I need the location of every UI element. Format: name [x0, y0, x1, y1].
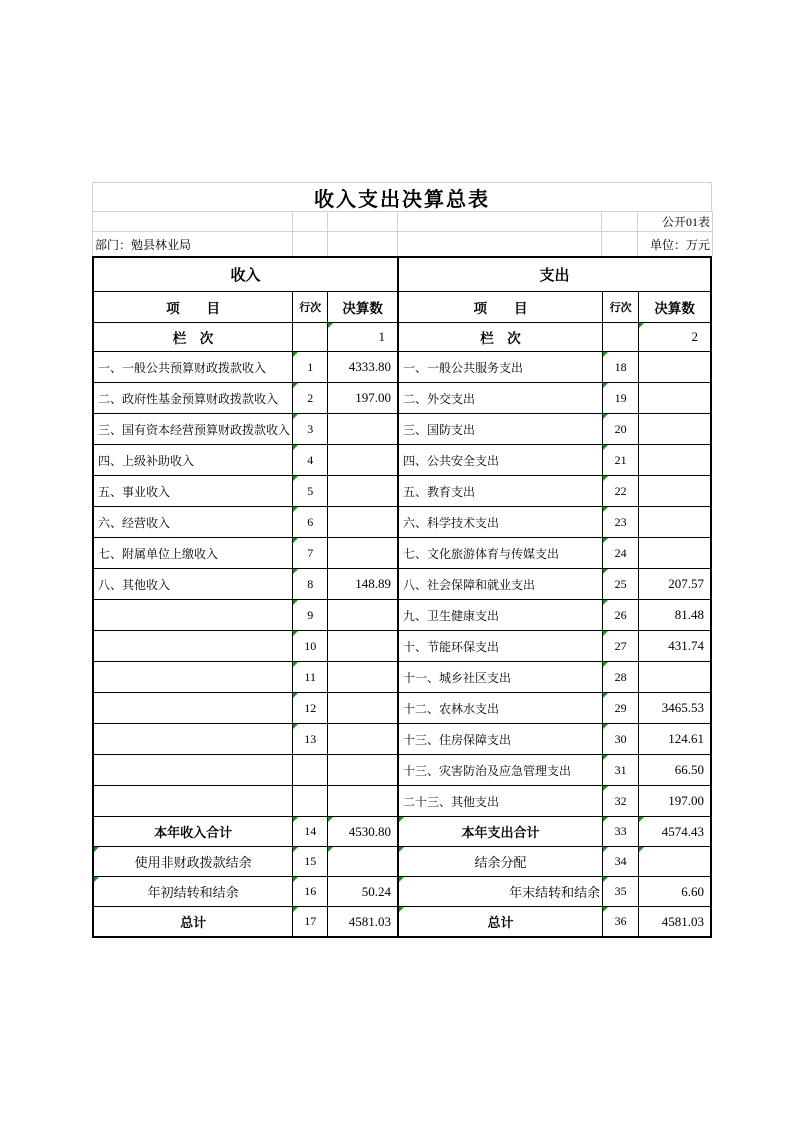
table-row [93, 538, 711, 569]
expense-rowno-cell: 32 [603, 786, 639, 817]
table-row [93, 383, 711, 414]
expense-amount-cell [639, 662, 711, 693]
income-item-cell: 一、一般公共预算财政拨款收入 [93, 352, 293, 383]
expense-rowno-cell: 36 [603, 907, 639, 938]
expense-item-cell: 年末结转和结余 [398, 877, 603, 907]
expense-amount-cell [639, 507, 711, 538]
expense-amount-cell [639, 445, 711, 476]
green-corner-marker [293, 569, 298, 574]
income-amount-cell [328, 476, 398, 507]
expense-rowno-cell: 26 [603, 600, 639, 631]
expense-rowno-cell: 31 [603, 755, 639, 786]
income-rowno-cell: 17 [293, 907, 328, 938]
income-rowno-cell: 12 [293, 693, 328, 724]
department-label: 部门：勉县林业局 [93, 231, 293, 256]
green-corner-marker [603, 724, 608, 729]
green-corner-marker [328, 847, 333, 852]
green-corner-marker [293, 847, 298, 852]
income-amount-cell [328, 724, 398, 755]
green-corner-marker [639, 847, 644, 852]
income-item-cell [93, 631, 293, 662]
green-corner-marker [293, 600, 298, 605]
expense-amount-cell [639, 352, 711, 383]
income-amount-cell: 4581.03 [328, 907, 398, 938]
expense-item-cell: 十、节能环保支出 [398, 631, 603, 662]
income-amount-cell [328, 445, 398, 476]
income-item-cell: 使用非财政拨款结余 [93, 847, 293, 877]
expense-rowno-cell: 22 [603, 476, 639, 507]
green-corner-marker [293, 817, 298, 822]
income-column-number: 1 [328, 323, 398, 352]
table-row [93, 352, 711, 383]
green-corner-marker [603, 414, 608, 419]
expense-rowno-cell: 21 [603, 445, 639, 476]
income-rowno-cell: 4 [293, 445, 328, 476]
income-rowno-cell: 14 [293, 817, 328, 847]
expense-item-cell: 十三、住房保障支出 [398, 724, 603, 755]
table-body [93, 352, 711, 938]
income-amount-cell [328, 693, 398, 724]
green-corner-marker [399, 907, 404, 912]
income-item-cell: 三、国有资本经营预算财政拨款收入 [93, 414, 293, 445]
expense-item-cell: 三、国防支出 [398, 414, 603, 445]
income-item-cell: 总计 [93, 907, 293, 938]
income-item-cell [93, 693, 293, 724]
table-row [93, 476, 711, 507]
expense-rowno-header: 行次 [603, 292, 639, 323]
income-rowno-cell: 16 [293, 877, 328, 907]
green-corner-marker [293, 476, 298, 481]
table-row [93, 507, 711, 538]
table-row [93, 693, 711, 724]
income-amount-cell: 4333.80 [328, 352, 398, 383]
expense-item-cell: 十二、农林水支出 [398, 693, 603, 724]
expense-amount-cell: 66.50 [639, 755, 711, 786]
green-corner-marker [399, 817, 404, 822]
green-corner-marker [293, 414, 298, 419]
column-header-row [93, 292, 711, 323]
income-item-cell: 八、其他收入 [93, 569, 293, 600]
expense-column-label: 栏 次 [398, 323, 603, 352]
green-corner-marker [603, 538, 608, 543]
income-amount-cell [328, 662, 398, 693]
expense-amount-cell: 197.00 [639, 786, 711, 817]
expense-section-header: 支出 [398, 257, 711, 292]
expense-rowno-cell: 27 [603, 631, 639, 662]
income-rowno-cell [293, 755, 328, 786]
income-amount-cell [328, 600, 398, 631]
expense-rowno-cell: 24 [603, 538, 639, 569]
income-item-cell: 四、上级补助收入 [93, 445, 293, 476]
expense-rowno-cell: 19 [603, 383, 639, 414]
income-item-cell: 五、事业收入 [93, 476, 293, 507]
expense-amount-cell: 124.61 [639, 724, 711, 755]
green-corner-marker [399, 847, 404, 852]
green-corner-marker [293, 631, 298, 636]
income-amount-cell [328, 631, 398, 662]
expense-rowno-cell: 33 [603, 817, 639, 847]
income-amount-cell: 197.00 [328, 383, 398, 414]
green-corner-marker [603, 755, 608, 760]
table-row [93, 847, 711, 877]
expense-rowno-cell: 28 [603, 662, 639, 693]
green-corner-marker [293, 662, 298, 667]
expense-item-cell: 九、卫生健康支出 [398, 600, 603, 631]
income-rowno-cell: 6 [293, 507, 328, 538]
table-row [93, 569, 711, 600]
green-corner-marker [603, 445, 608, 450]
green-corner-marker [603, 507, 608, 512]
income-item-cell: 六、经营收入 [93, 507, 293, 538]
expense-amount-cell [639, 476, 711, 507]
green-corner-marker [603, 662, 608, 667]
income-item-header: 项 目 [93, 292, 293, 323]
expense-rowno-cell: 20 [603, 414, 639, 445]
green-corner-marker [603, 476, 608, 481]
green-corner-marker [639, 323, 644, 328]
green-corner-marker [94, 877, 99, 882]
column-index-row [93, 323, 711, 352]
income-amount-cell [328, 786, 398, 817]
expense-rowno-cell: 30 [603, 724, 639, 755]
table-row [93, 600, 711, 631]
expense-rowno-cell: 25 [603, 569, 639, 600]
expense-rowno-cell: 23 [603, 507, 639, 538]
green-corner-marker [293, 383, 298, 388]
expense-rowno-cell: 35 [603, 877, 639, 907]
income-item-cell [93, 786, 293, 817]
income-item-cell [93, 662, 293, 693]
expense-item-cell: 七、文化旅游体育与传媒支出 [398, 538, 603, 569]
unit-label: 单位：万元 [638, 231, 713, 256]
expense-amount-cell: 3465.53 [639, 693, 711, 724]
income-rowno-cell: 5 [293, 476, 328, 507]
income-amount-cell: 4530.80 [328, 817, 398, 847]
expense-item-cell: 五、教育支出 [398, 476, 603, 507]
green-corner-marker [94, 847, 99, 852]
expense-amount-cell: 207.57 [639, 569, 711, 600]
green-corner-marker [603, 786, 608, 791]
income-amount-cell: 148.89 [328, 569, 398, 600]
expense-rowno-cell: 34 [603, 847, 639, 877]
expense-item-cell: 二、外交支出 [398, 383, 603, 414]
table-row [93, 662, 711, 693]
green-corner-marker [293, 907, 298, 912]
income-amount-cell: 50.24 [328, 877, 398, 907]
expense-amount-cell: 431.74 [639, 631, 711, 662]
green-corner-marker [603, 693, 608, 698]
income-rowno-cell: 9 [293, 600, 328, 631]
income-section-header: 收入 [93, 257, 398, 292]
expense-item-cell: 结余分配 [398, 847, 603, 877]
expense-amount-cell [639, 847, 711, 877]
table-row [93, 907, 711, 938]
document-page [92, 182, 712, 938]
expense-rowno-cell: 29 [603, 693, 639, 724]
expense-item-cell: 十三、灾害防治及应急管理支出 [398, 755, 603, 786]
green-corner-marker [639, 817, 644, 822]
green-corner-marker [399, 877, 404, 882]
expense-amount-cell: 81.48 [639, 600, 711, 631]
income-item-cell: 二、政府性基金预算财政拨款收入 [93, 383, 293, 414]
meta-row-dept [92, 231, 712, 256]
green-corner-marker [603, 817, 608, 822]
income-amount-cell [328, 507, 398, 538]
income-rowno-cell: 15 [293, 847, 328, 877]
income-item-cell [93, 600, 293, 631]
section-header-row [93, 257, 711, 292]
income-rowno-cell: 1 [293, 352, 328, 383]
income-column-label: 栏 次 [93, 323, 293, 352]
green-corner-marker [603, 907, 608, 912]
table-code: 公开01表 [638, 211, 713, 231]
income-rowno-cell: 3 [293, 414, 328, 445]
green-corner-marker [603, 569, 608, 574]
table-row [93, 631, 711, 662]
expense-amount-cell: 6.60 [639, 877, 711, 907]
green-corner-marker [293, 507, 298, 512]
green-corner-marker [293, 352, 298, 357]
income-rowno-cell: 7 [293, 538, 328, 569]
expense-item-cell: 二十三、其他支出 [398, 786, 603, 817]
expense-rowno-cell: 18 [603, 352, 639, 383]
green-corner-marker [293, 724, 298, 729]
green-corner-marker [603, 631, 608, 636]
expense-item-cell: 一、一般公共服务支出 [398, 352, 603, 383]
title-row [92, 182, 712, 211]
income-rowno-cell: 10 [293, 631, 328, 662]
green-corner-marker [293, 693, 298, 698]
expense-column-number: 2 [639, 323, 711, 352]
income-rowno-cell: 2 [293, 383, 328, 414]
green-corner-marker [328, 323, 333, 328]
expense-item-cell: 总计 [398, 907, 603, 938]
page-title: 收入支出决算总表 [314, 188, 490, 211]
income-amount-cell [328, 755, 398, 786]
table-row [93, 786, 711, 817]
green-corner-marker [603, 383, 608, 388]
income-item-cell: 年初结转和结余 [93, 877, 293, 907]
expense-amount-cell: 4581.03 [639, 907, 711, 938]
green-corner-marker [603, 877, 608, 882]
expense-amount-header: 决算数 [639, 292, 711, 323]
green-corner-marker [328, 817, 333, 822]
income-rowno-cell: 8 [293, 569, 328, 600]
income-item-cell: 本年收入合计 [93, 817, 293, 847]
expense-item-cell: 四、公共安全支出 [398, 445, 603, 476]
expense-item-cell: 六、科学技术支出 [398, 507, 603, 538]
income-item-cell: 七、附属单位上缴收入 [93, 538, 293, 569]
income-item-cell [93, 755, 293, 786]
table-row [93, 817, 711, 847]
meta-row-code [92, 211, 712, 231]
income-item-cell [93, 724, 293, 755]
green-corner-marker [603, 847, 608, 852]
income-amount-header: 决算数 [328, 292, 398, 323]
income-amount-cell [328, 414, 398, 445]
income-amount-cell [328, 847, 398, 877]
green-corner-marker [293, 538, 298, 543]
green-corner-marker [293, 877, 298, 882]
table-row [93, 724, 711, 755]
green-corner-marker [603, 352, 608, 357]
green-corner-marker [293, 445, 298, 450]
income-amount-cell [328, 538, 398, 569]
expense-amount-cell [639, 538, 711, 569]
income-rowno-header: 行次 [293, 292, 328, 323]
table-row [93, 755, 711, 786]
income-rowno-cell: 11 [293, 662, 328, 693]
expense-amount-cell: 4574.43 [639, 817, 711, 847]
expense-item-cell: 八、社会保障和就业支出 [398, 569, 603, 600]
income-rowno-cell [293, 786, 328, 817]
expense-item-header: 项 目 [398, 292, 603, 323]
expense-item-cell: 本年支出合计 [398, 817, 603, 847]
income-rowno-cell: 13 [293, 724, 328, 755]
table-row [93, 445, 711, 476]
table-row [93, 877, 711, 907]
final-accounts-table [92, 256, 712, 938]
table-row [93, 414, 711, 445]
green-corner-marker [603, 600, 608, 605]
expense-amount-cell [639, 414, 711, 445]
expense-item-cell: 十一、城乡社区支出 [398, 662, 603, 693]
expense-amount-cell [639, 383, 711, 414]
